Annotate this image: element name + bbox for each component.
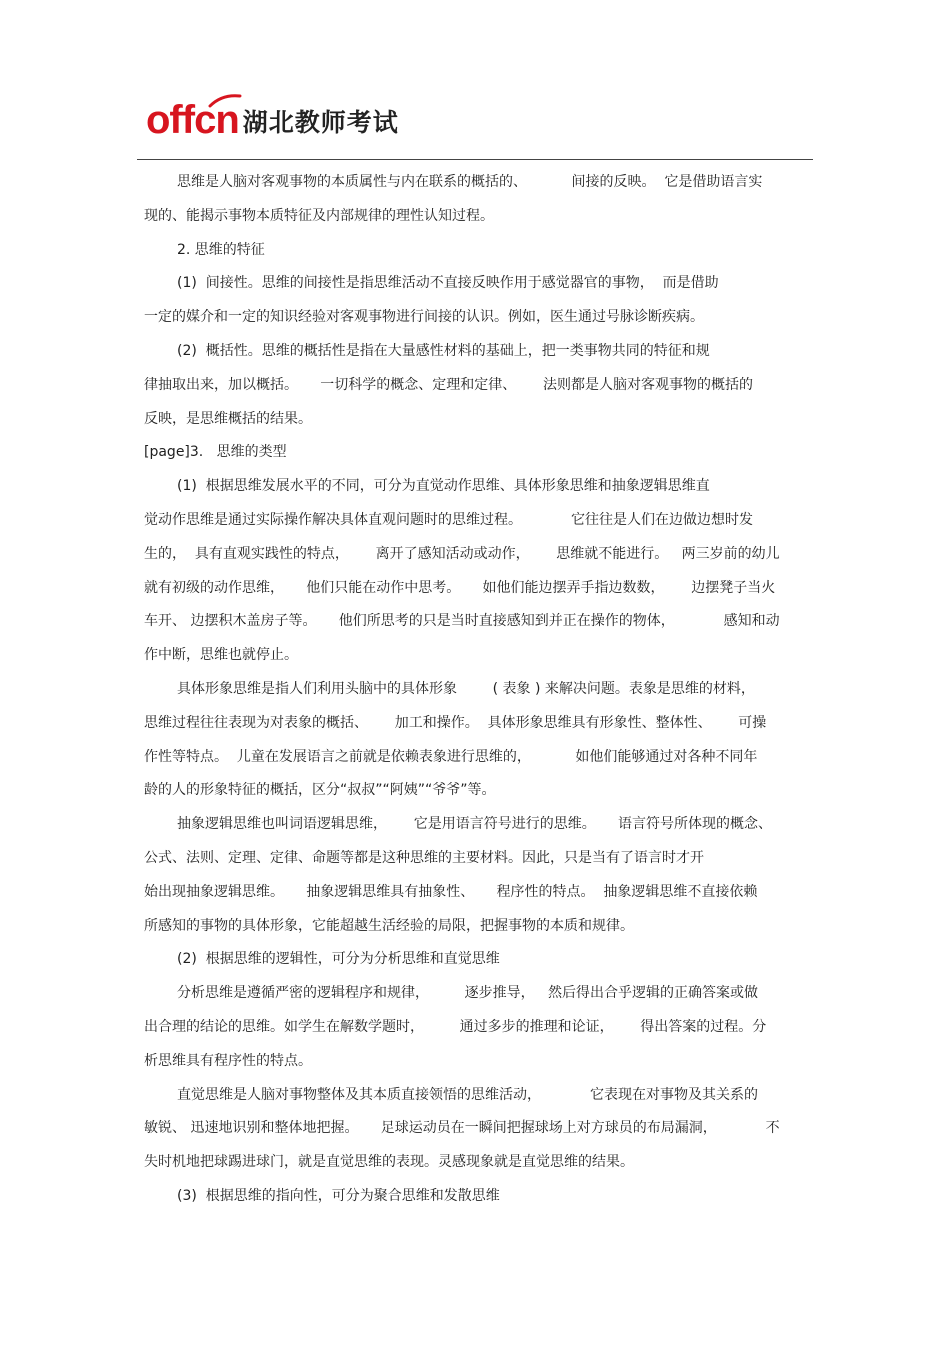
text-line: (1) 根据思维发展水平的不同，可分为直觉动作思维、具体形象思维和抽象逻辑思维直 <box>177 478 710 494</box>
text-line: 车开、 边摆积木盖房子等。 他们所思考的只是当时直接感知到并正在操作的物体， 感知和动 <box>144 613 780 629</box>
text-line: [page]3. 思维的类型 <box>144 444 287 460</box>
text-line: 具体形象思维是指人们利用头脑中的具体形象 ( 表象 ) 来解决问题。表象是思维的材料， <box>177 681 755 697</box>
text-line: 一定的媒介和一定的知识经验对客观事物进行间接的认识。例如，医生通过号脉诊断疾病。 <box>144 309 704 325</box>
text-line: 作中断，思维也就停止。 <box>144 647 298 663</box>
offcn-logo <box>146 100 239 140</box>
header-title: 湖北教师考试 <box>242 108 399 137</box>
text-line: 析思维具有程序性的特点。 <box>144 1053 312 1069</box>
text-line: (2) 根据思维的逻辑性，可分为分析思维和直觉思维 <box>177 951 500 967</box>
text-line: 敏锐、 迅速地识别和整体地把握。 足球运动员在一瞬间把握球场上对方球员的布局漏洞， 不 <box>144 1120 780 1136</box>
text-line: (2) 概括性。思维的概括性是指在大量感性材料的基础上，把一类事物共同的特征和规 <box>177 343 710 359</box>
logo-swoosh-icon <box>208 94 242 108</box>
header-divider <box>137 159 813 160</box>
text-line: 2. 思维的特征 <box>177 242 265 258</box>
text-line: 反映，是思维概括的结果。 <box>144 411 312 427</box>
text-line: 龄的人的形象特征的概括，区分“叔叔”“阿姨”“爷爷”等。 <box>144 782 496 798</box>
text-line: 所感知的事物的具体形象，它能超越生活经验的局限，把握事物的本质和规律。 <box>144 918 634 934</box>
text-line: 思维过程往往表现为对表象的概括、 加工和操作。 具体形象思维具有形象性、整体性、 可操 <box>144 715 767 731</box>
text-line: 出合理的结论的思维。如学生在解数学题时， 通过多步的推理和论证， 得出答案的过程。分 <box>144 1019 767 1035</box>
text-line: 觉动作思维是通过实际操作解决具体直观问题时的思维过程。 它往往是人们在边做边想时发 <box>144 512 753 528</box>
text-line: 作性等特点。 儿童在发展语言之前就是依赖表象进行思维的， 如他们能够通过对各种不同年 <box>144 749 758 765</box>
text-line: 现的、能揭示事物本质特征及内部规律的理性认知过程。 <box>144 208 494 224</box>
text-line: 思维是人脑对客观事物的本质属性与内在联系的概括的、 间接的反映。 它是借助语言实 <box>177 174 763 190</box>
text-line: 分析思维是遵循严密的逻辑程序和规律， 逐步推导， 然后得出合乎逻辑的正确答案或做 <box>177 985 758 1001</box>
logo-text: offcn <box>146 98 239 142</box>
text-line: 始出现抽象逻辑思维。 抽象逻辑思维具有抽象性、 程序性的特点。 抽象逻辑思维不直接依赖 <box>144 884 758 900</box>
page-header <box>146 92 399 140</box>
text-line: 公式、法则、定理、定律、命题等都是这种思维的主要材料。因此，只是当有了语言时才开 <box>144 850 704 866</box>
text-line: 失时机地把球踢进球门，就是直觉思维的表现。灵感现象就是直觉思维的结果。 <box>144 1154 634 1170</box>
text-line: 直觉思维是人脑对事物整体及其本质直接领悟的思维活动， 它表现在对事物及其关系的 <box>177 1087 758 1103</box>
text-line: 生的， 具有直观实践性的特点， 离开了感知活动或动作， 思维就不能进行。 两三岁前的幼儿 <box>144 546 780 562</box>
text-line: 抽象逻辑思维也叫词语逻辑思维， 它是用语言符号进行的思维。 语言符号所体现的概念、 <box>177 816 772 832</box>
text-line: (1) 间接性。思维的间接性是指思维活动不直接反映作用于感觉器官的事物， 而是借助 <box>177 275 719 291</box>
text-line: 就有初级的动作思维， 他们只能在动作中思考。 如他们能边摆弄手指边数数， 边摆凳子当火 <box>144 580 776 596</box>
text-line: 律抽取出来，加以概括。 一切科学的概念、定理和定律、 法则都是人脑对客观事物的概括的 <box>144 377 753 393</box>
text-line: (3) 根据思维的指向性，可分为聚合思维和发散思维 <box>177 1188 500 1204</box>
